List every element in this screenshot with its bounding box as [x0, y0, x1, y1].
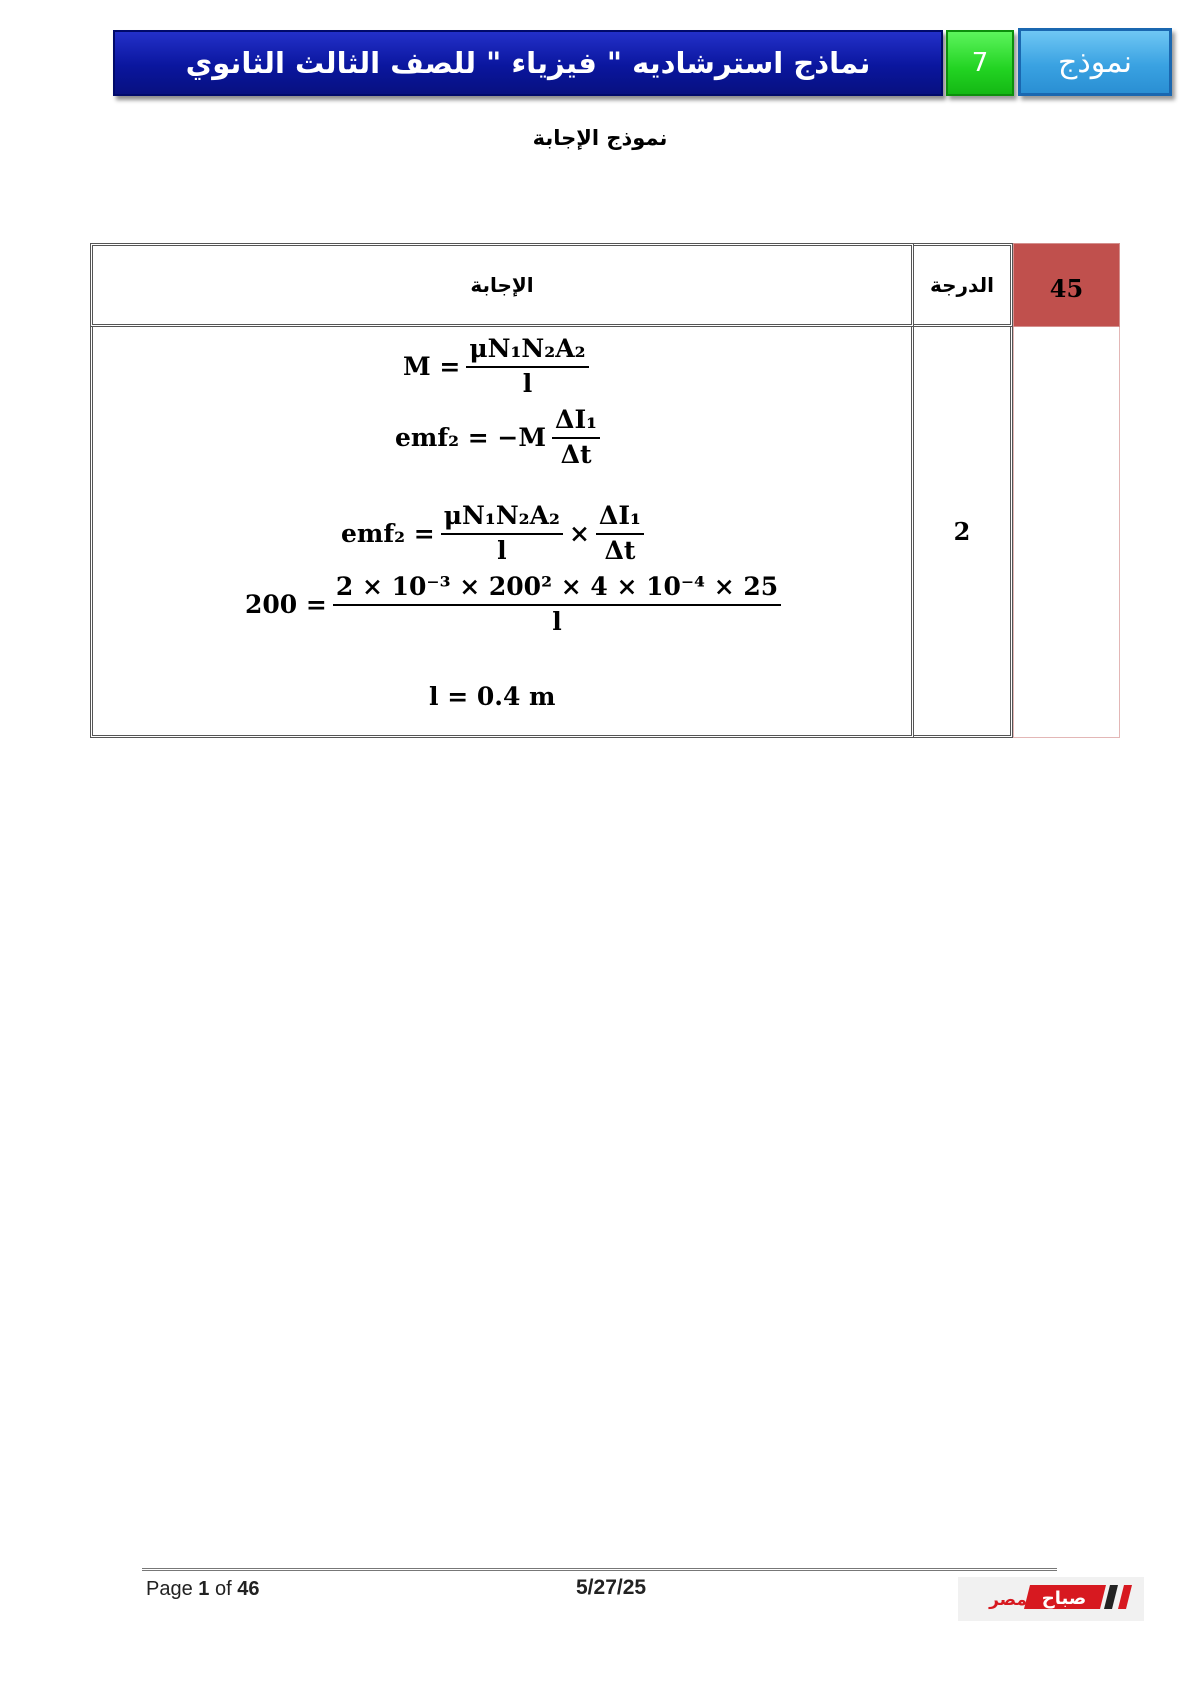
- equation-emf-substituted: [341, 502, 650, 566]
- eq3-numerator-2: ΔI₁: [596, 502, 644, 535]
- eq3-lhs: emf₂ =: [341, 519, 435, 549]
- page-total: 46: [237, 1578, 260, 1600]
- question-number-body-cell: [1013, 327, 1120, 738]
- eq1-denominator: l: [522, 368, 533, 398]
- header-title-banner: [113, 30, 943, 96]
- page-counter: [146, 1578, 259, 1601]
- footer-date: 5/27/25: [576, 1576, 647, 1599]
- equation-result: [429, 682, 556, 711]
- question-number-cell: [1013, 243, 1120, 327]
- eq4-denominator: l: [552, 606, 562, 636]
- answer-header: الإجابة: [470, 273, 534, 297]
- footer-divider: [142, 1568, 1057, 1571]
- question-number: 45: [1049, 273, 1084, 303]
- eq2-fraction: [552, 406, 600, 470]
- header-title: نماذج استرشاديه " فيزياء " للصف الثالث الثانوي: [185, 46, 871, 80]
- answer-body-cell: [90, 327, 914, 738]
- model-number: 7: [971, 48, 989, 78]
- equation-numeric: [245, 573, 787, 637]
- page-current: 1: [198, 1578, 210, 1600]
- eq2-denominator: Δt: [560, 439, 592, 469]
- eq3-fraction-2: [596, 502, 644, 566]
- eq3-fraction-1: [441, 502, 563, 566]
- grade-header: الدرجة: [930, 273, 994, 297]
- eq4-lhs: 200 =: [245, 590, 327, 620]
- eq4-fraction: [333, 573, 781, 637]
- eq2-lhs: emf₂ = −M: [395, 423, 547, 453]
- page-subtitle: نموذج الإجابة: [532, 126, 668, 150]
- eq3-denominator-2: Δt: [604, 535, 636, 565]
- eq1-numerator: μN₁N₂A₂: [466, 335, 588, 368]
- eq2-numerator: ΔI₁: [552, 406, 600, 439]
- svg-text:مصر: مصر: [989, 1590, 1027, 1610]
- eq3-times: ×: [568, 519, 590, 549]
- page-prefix: Page: [146, 1578, 193, 1600]
- grade-value: 2: [953, 516, 971, 546]
- answer-header-cell: [90, 243, 914, 327]
- eq1-lhs: M =: [403, 352, 461, 382]
- equation-mutual-inductance: [403, 335, 595, 399]
- eq4-numerator: 2 × 10⁻³ × 200² × 4 × 10⁻⁴ × 25: [333, 573, 781, 606]
- model-label-badge: [1018, 28, 1172, 96]
- grade-header-cell: [914, 243, 1013, 327]
- svg-text:صباح: صباح: [1041, 1588, 1087, 1609]
- eq3-denominator-1: l: [497, 535, 507, 565]
- eq1-fraction: [466, 335, 588, 399]
- sabah-masr-logo: [958, 1577, 1144, 1621]
- equation-emf: [395, 406, 606, 470]
- model-number-badge: [946, 30, 1014, 96]
- eq3-numerator-1: μN₁N₂A₂: [441, 502, 563, 535]
- eq5-result: l = 0.4 m: [429, 682, 556, 711]
- page-of: of: [214, 1578, 232, 1600]
- model-label: نموذج: [1058, 44, 1132, 80]
- grade-body-cell: [914, 327, 1013, 738]
